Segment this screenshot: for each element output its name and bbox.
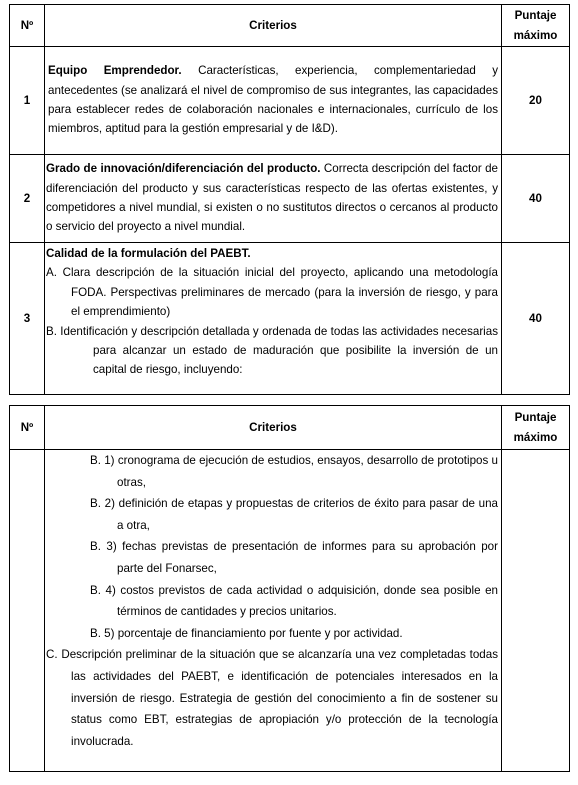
header-score-line2: máximo (513, 430, 558, 444)
criteria-subitem-b3: B. 3) fechas previstas de presentación de informes para su aprobación por parte del Fonarsec, (90, 540, 498, 575)
criteria-cell (45, 155, 502, 243)
table-header-row (10, 406, 570, 450)
score-value: 40 (502, 155, 570, 243)
table-row (10, 450, 570, 772)
criteria-text: Características, experiencia, complementariedad y antecedentes (se analizará el nivel de compromiso de sus integrantes, las capacidades para establecer redes de colaboración nacionales e internacionales, currículo de los miembros, aptitud para la gestión empresarial y de I&D). (48, 64, 498, 136)
criteria-cell (45, 47, 502, 155)
row-number: 1 (10, 47, 45, 155)
header-score-line1: Puntaje (514, 410, 557, 424)
criteria-cell (45, 450, 502, 772)
row-number: 3 (10, 243, 45, 395)
row-number: 2 (10, 155, 45, 243)
score-value (502, 450, 570, 772)
header-criteria: Criterios (45, 406, 502, 450)
header-score (502, 5, 570, 47)
header-score-line1: Puntaje (514, 8, 557, 22)
table-row (10, 47, 570, 155)
criteria-table-1 (9, 4, 570, 395)
header-score-line2: máximo (513, 28, 558, 42)
row-number (10, 450, 45, 772)
table-header-row (10, 5, 570, 47)
score-value: 20 (502, 47, 570, 155)
table-row (10, 243, 570, 395)
header-score (502, 406, 570, 450)
criteria-text: Correcta descripción del factor de diferenciación del producto y sus características respecto de las ofertas existentes, y competidores a nivel mundial, si existen o no sustitutos directos o cercanos al producto o servicio del proyecto a nivel mundial. (46, 162, 498, 234)
criteria-title: Grado de innovación/diferenciación del producto. (46, 162, 321, 176)
table-row (10, 155, 570, 243)
criteria-subitem-b4: B. 4) costos previstos de cada actividad o adquisición, donde sea posible en términos de cantidades y precios unitarios. (90, 583, 498, 619)
header-num: Nº (10, 406, 45, 450)
criteria-item-b: B. Identificación y descripción detallada y ordenada de todas las actividades necesarias para alcanzar un estado de maduración que posibilite la inversión de un capital de riesgo, incluyendo: (46, 324, 498, 377)
criteria-subitem-b2: B. 2) definición de etapas y propuestas de criterios de éxito para pasar de una a otra, (90, 497, 498, 532)
criteria-title: Equipo Emprendedor. (48, 64, 182, 78)
criteria-subitem-b1: B. 1) cronograma de ejecución de estudios, ensayos, desarrollo de prototipos u otras, (90, 454, 498, 489)
criteria-cell (45, 243, 502, 395)
criteria-title: Calidad de la formulación del PAEBT. (46, 247, 251, 260)
header-num: Nº (10, 5, 45, 47)
criteria-item-a: A. Clara descripción de la situación inicial del proyecto, aplicando una metodología FODA. Perspectivas preliminares de mercado (para la inversión de riesgo, y para el emprendimiento) (46, 266, 498, 319)
criteria-table-2 (9, 405, 570, 772)
header-criteria: Criterios (45, 5, 502, 47)
criteria-item-c: C. Descripción preliminar de la situación que se alcanzaría una vez completadas todas las actividades del PAEBT, e identificación de potenciales interesados en la inversión de riesgo. Estrategia de gestión del conocimiento a fin de sostener su status como EBT, estrategias de apropiación y/o protección de la tecnología involucrada. (46, 648, 498, 748)
score-value: 40 (502, 243, 570, 395)
criteria-subitem-b5: B. 5) porcentaje de financiamiento por fuente y por actividad. (90, 626, 403, 640)
